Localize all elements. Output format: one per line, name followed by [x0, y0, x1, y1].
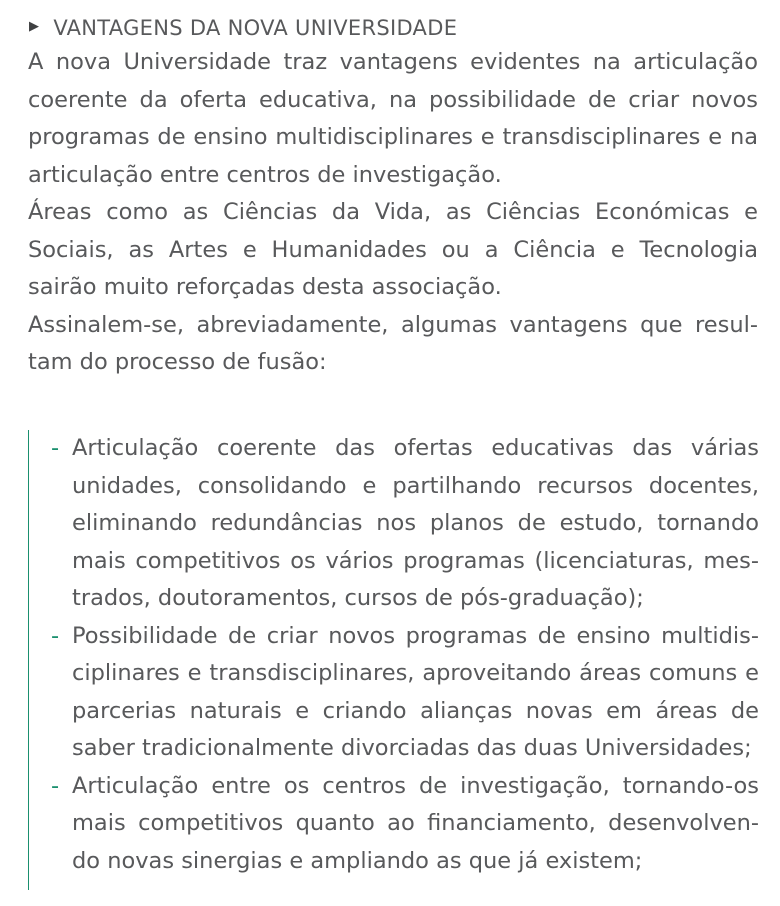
list-item-text: Articulação coerente das ofertas educativas das várias unidades, consolidando e partilhando recursos docentes, eliminando redundâncias nos planos de estudo, tornando mais competitivos os vários programas (licenciaturas, mes-trados, doutoramentos, cursos de pós-graduação); [72, 435, 759, 611]
list-item [29, 430, 759, 618]
triangle-right-icon: ▶ [29, 19, 40, 34]
paragraph-2: Áreas como as Ciências da Vida, as Ciências Económicas e Sociais, as Artes e Humanidades ou a Ciência e Tecnologia sairão muito reforçadas desta associação. [28, 199, 758, 300]
list-bullet: - [51, 772, 60, 799]
paragraph-3: Assinalem-se, abreviadamente, algumas vantagens que resul-tam do processo de fusão: [28, 311, 758, 375]
list-bullet: - [51, 435, 60, 461]
list-item-text: Possibilidade de criar novos programas de ensino multidis-ciplinares e transdisciplinares, aproveitando áreas comuns e parcerias naturais e criando alianças novas em áreas de saber tradicionalmente divorciadas das duas Universidades; [72, 622, 759, 761]
section-heading-text: VANTAGENS DA NOVA UNIVERSIDADE [53, 16, 458, 40]
section-heading [29, 12, 758, 44]
text-section [28, 12, 758, 382]
paragraph-1: A nova Universidade traz vantagens evidentes na articulação coerente da oferta educativa, na possibilidade de criar novos programas de ensino multidisciplinares e transdisciplinares e na articulação entre centros de investigação. [28, 49, 758, 188]
list-item [29, 768, 759, 881]
advantages-list [28, 430, 759, 890]
list-bullet: - [51, 622, 60, 649]
list-item-text: Articulação entre os centros de investigação, tornando-os mais competitivos quanto ao financiamento, desenvolven-do novas sinergias e ampliando as que já existem; [72, 772, 759, 874]
list-item [29, 618, 759, 768]
